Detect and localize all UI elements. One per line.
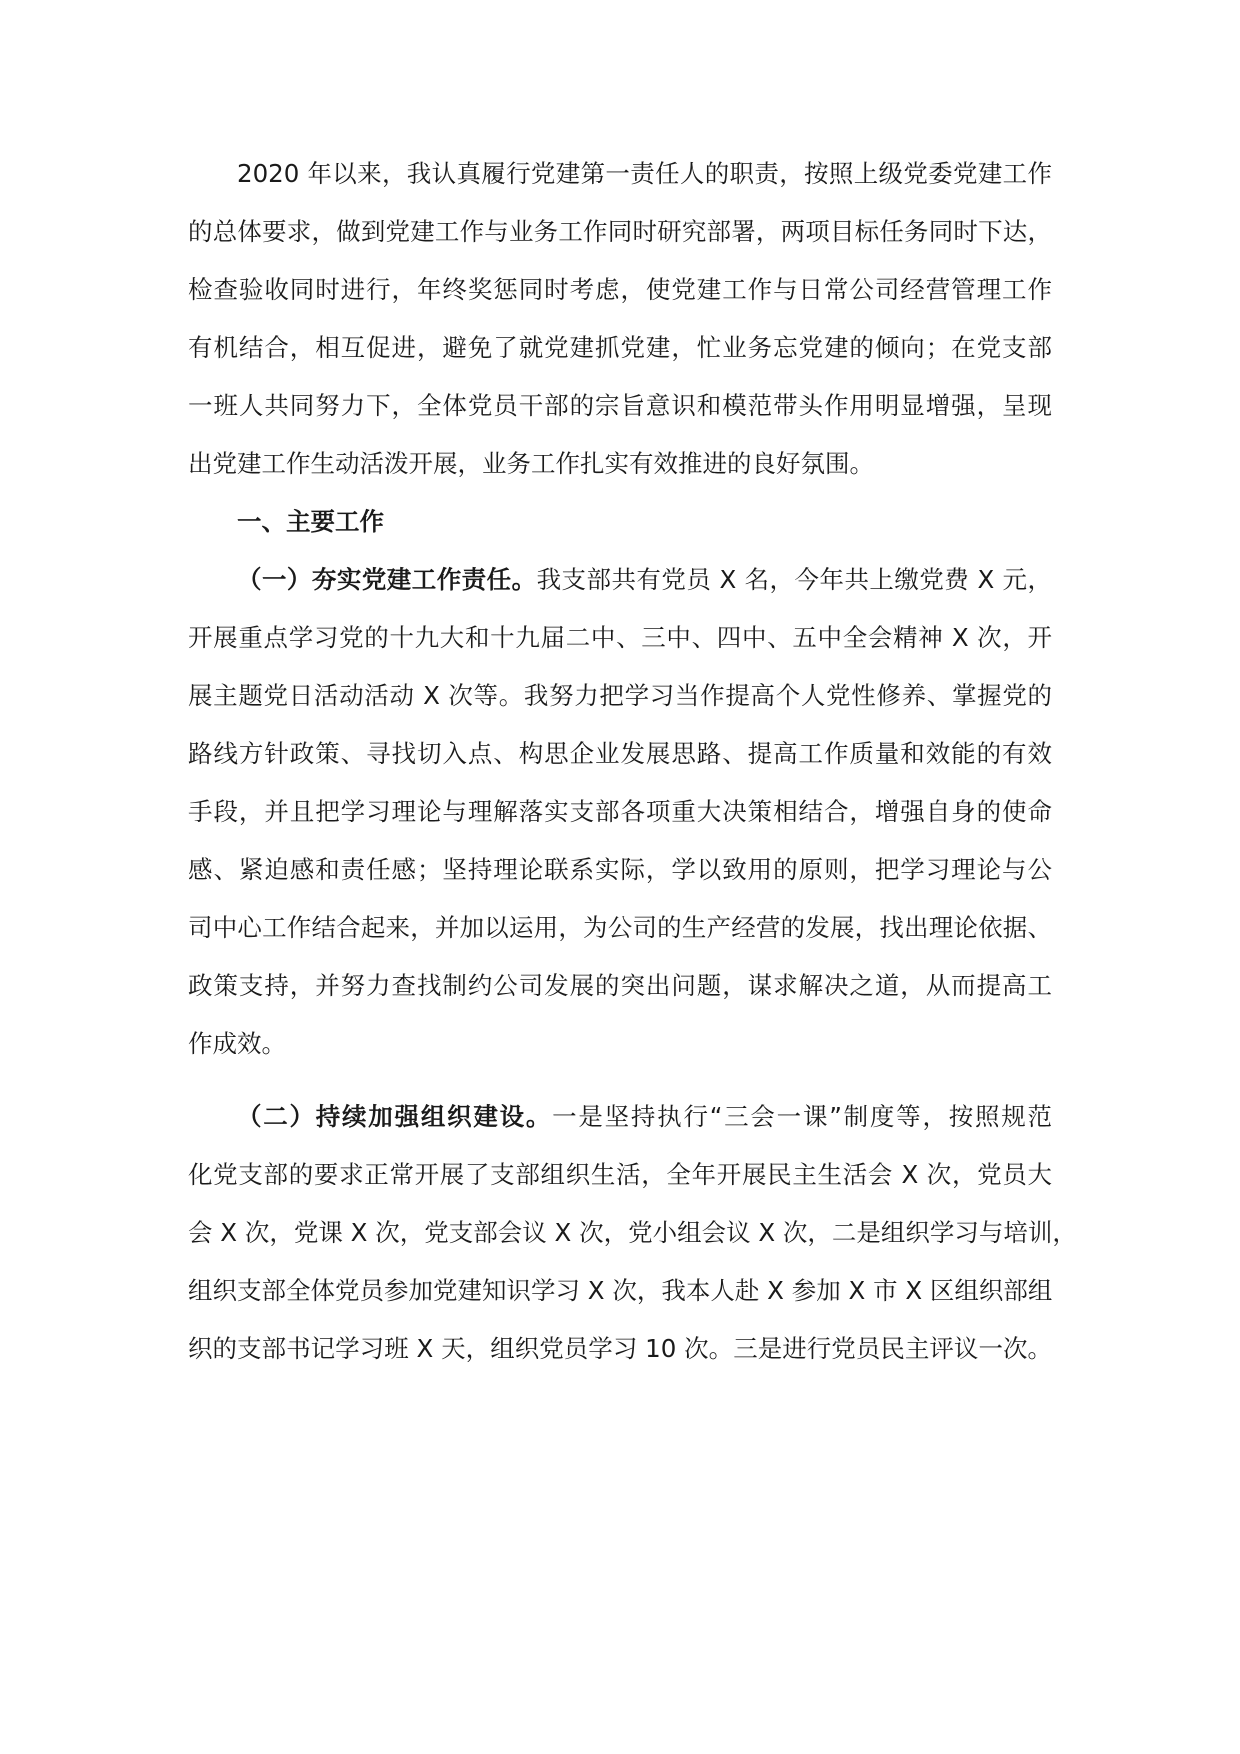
item1-line-8: 政策支持，并努力查找制约公司发展的突出问题，谋求解决之道，从而提高工 — [188, 971, 1052, 1000]
intro-line-1: 2020 年以来，我认真履行党建第一责任人的职责，按照上级党委党建工作 — [237, 159, 1052, 188]
item1-first-line — [237, 560, 1052, 600]
section-heading: 一、主要工作 — [237, 507, 384, 536]
intro-line-6: 出党建工作生动活泼开展，业务工作扎实有效推进的良好氛围。 — [188, 449, 874, 478]
item2-line-4: 组织支部全体党员参加党建知识学习 X 次，我本人赴 X 参加 X 市 X 区组织部组 — [188, 1276, 1053, 1305]
item1-first-line-text: 我支部共有党员 X 名，今年共上缴党费 X 元， — [536, 565, 1053, 594]
item1-line-5: 手段，并且把学习理论与理解落实支部各项重大决策相结合，增强自身的使命 — [188, 797, 1052, 826]
item2-first-line — [237, 1097, 1052, 1137]
intro-line-3: 检查验收同时进行，年终奖惩同时考虑，使党建工作与日常公司经营管理工作 — [188, 275, 1052, 304]
item2-line-3: 会 X 次，党课 X 次，党支部会议 X 次，党小组会议 X 次，二是组织学习与培训， — [188, 1218, 1077, 1247]
item1-line-6: 感、紧迫感和责任感；坚持理论联系实际，学以致用的原则，把学习理论与公 — [188, 855, 1052, 884]
item1-line-7: 司中心工作结合起来，并加以运用，为公司的生产经营的发展，找出理论依据、 — [188, 913, 1052, 942]
item2-line-5: 织的支部书记学习班 X 天，组织党员学习 10 次。三是进行党员民主评议一次。 — [188, 1334, 1052, 1363]
intro-line-5: 一班人共同努力下，全体党员干部的宗旨意识和模范带头作用明显增强，呈现 — [188, 391, 1052, 420]
item2-heading: （二）持续加强组织建设。 — [237, 1102, 553, 1131]
intro-line-4: 有机结合，相互促进，避免了就党建抓党建，忙业务忘党建的倾向；在党支部 — [188, 333, 1052, 362]
item1-line-3: 展主题党日活动活动 X 次等。我努力把学习当作提高个人党性修养、掌握党的 — [188, 681, 1052, 710]
intro-line-2: 的总体要求，做到党建工作与业务工作同时研究部署，两项目标任务同时下达， — [188, 217, 1052, 246]
item1-line-4: 路线方针政策、寻找切入点、构思企业发展思路、提高工作质量和效能的有效 — [188, 739, 1052, 768]
item1-line-9: 作成效。 — [188, 1029, 286, 1058]
item2-line-2: 化党支部的要求正常开展了支部组织生活，全年开展民主生活会 X 次，党员大 — [188, 1160, 1052, 1189]
item1-line-2: 开展重点学习党的十九大和十九届二中、三中、四中、五中全会精神 X 次，开 — [188, 623, 1052, 652]
item2-first-line-text: 一是坚持执行“三会一课”制度等，按照规范 — [552, 1102, 1052, 1131]
item1-heading: （一）夯实党建工作责任。 — [237, 565, 537, 594]
